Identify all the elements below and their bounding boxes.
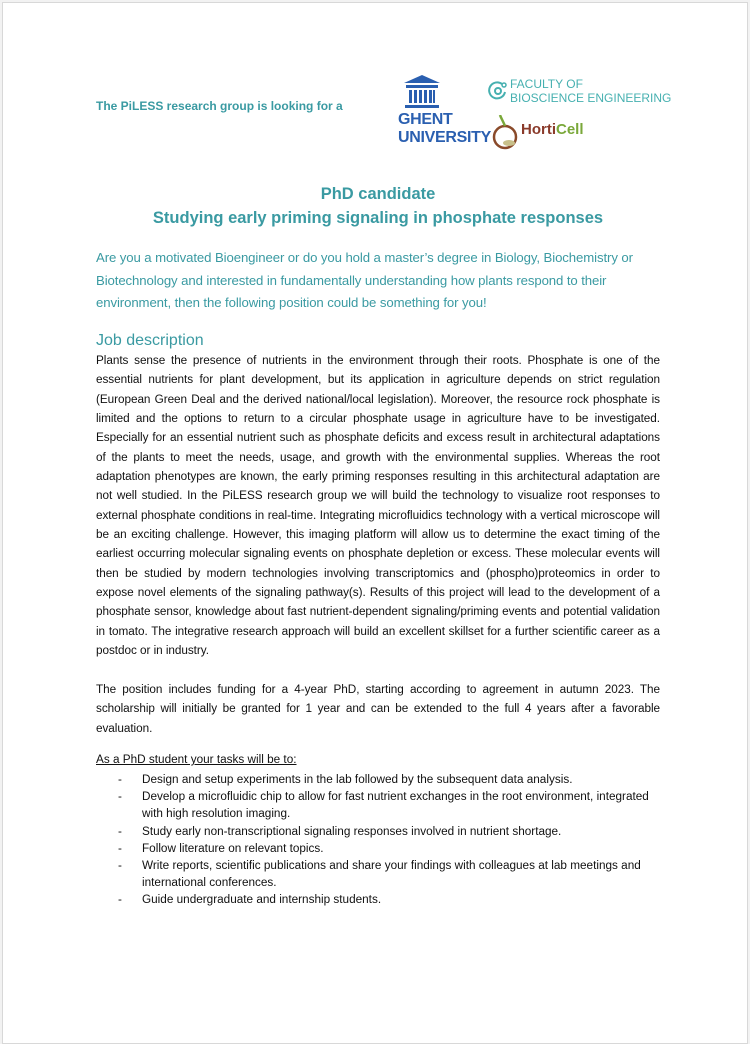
tasks-list xyxy=(96,771,660,909)
job-description-heading: Job description xyxy=(96,332,204,349)
job-description-paragraph: Plants sense the presence of nutrients in the environment through their roots. Phosphate is one of the essential nutrients for plant development, but its application in agriculture depends on strict regulation (European Green Deal and the derived national/local legislation). Moreover, the resource rock phosphate is limited and the options to return to a circular phosphate usage in agriculture have to be investigated. Especially for an essential nutrient such as phosphate deficits and excess result in architectural adaptations of the plants to meet the needs, usage, and growth with the environmental supplies. Whereas the root adaptation phenotypes are known, the early priming responses resulting in this architectural adaptation are not well studied. In the PiLESS research group we will build the technology to visualize root responses to external phosphate conditions in real-time. Integrating microfluidics technology with a vertical microscope will be an exciting challenge. However, this imaging platform will allow us to determine the exact timing of the earliest occurring molecular signaling events on phosphate depletion or excess. These molecular events will then be studied by modern technologies involving transcriptomics and (phospho)proteomics in order to expose novel elements of the signaling pathway(s). Results of this project will lead to the development of a phosphate sensor, knowledge about fast nutrient-dependent signaling/priming events and potential validation in tomato. The integrative research approach will build an excellent skillset for a further scientific career as a postdoc or in industry. xyxy=(96,354,660,658)
ghent-text: GHENT xyxy=(398,111,453,128)
logos xyxy=(398,71,672,157)
faculty-circle-icon xyxy=(488,80,508,100)
tasks-heading: As a PhD student your tasks will be to: xyxy=(96,753,297,766)
university-building-icon xyxy=(402,73,442,111)
title-line1: PhD candidate xyxy=(320,185,436,203)
list-item: - Study early non-transcriptional signaling responses involved in nutrient shortage. xyxy=(96,823,660,840)
list-item: - Develop a microfluidic chip to allow for fast nutrient exchanges in the root environment, integrated with high resolution imaging. xyxy=(96,788,660,822)
lead-paragraph: Are you a motivated Bioengineer or do you hold a master’s degree in Biology, Biochemistry or Biotechnology and interested in fundamentally understanding how plants respond to their environment, then the following position could be something for you! xyxy=(96,250,633,310)
header-intro: The PiLESS research group is looking for a xyxy=(96,99,343,113)
horticell-seed-icon xyxy=(491,115,521,151)
list-item: - Follow literature on relevant topics. xyxy=(96,840,660,857)
horticell-logo xyxy=(491,115,584,156)
title-line2: Studying early priming signaling in phosphate responses xyxy=(152,209,604,227)
horticell-cell: Cell xyxy=(556,121,584,138)
funding-paragraph: The position includes funding for a 4-year PhD, starting according to agreement in autumn 2023. The scholarship will initially be granted for 1 year and can be extended to the full 4 years after a favorable evaluation. xyxy=(96,683,660,735)
faculty-line2: BIOSCIENCE ENGINEERING xyxy=(510,91,672,105)
list-item: - Design and setup experiments in the lab followed by the subsequent data analysis. xyxy=(96,771,660,788)
list-item: - Guide undergraduate and internship students. xyxy=(96,891,660,908)
document-page xyxy=(2,2,748,1044)
faculty-line1: FACULTY OF xyxy=(510,77,583,91)
horticell-horti: Horti xyxy=(521,121,556,138)
list-item: - Write reports, scientific publications and share your findings with colleagues at lab meetings and international conferences. xyxy=(96,857,660,891)
university-text: UNIVERSITY xyxy=(398,129,492,146)
